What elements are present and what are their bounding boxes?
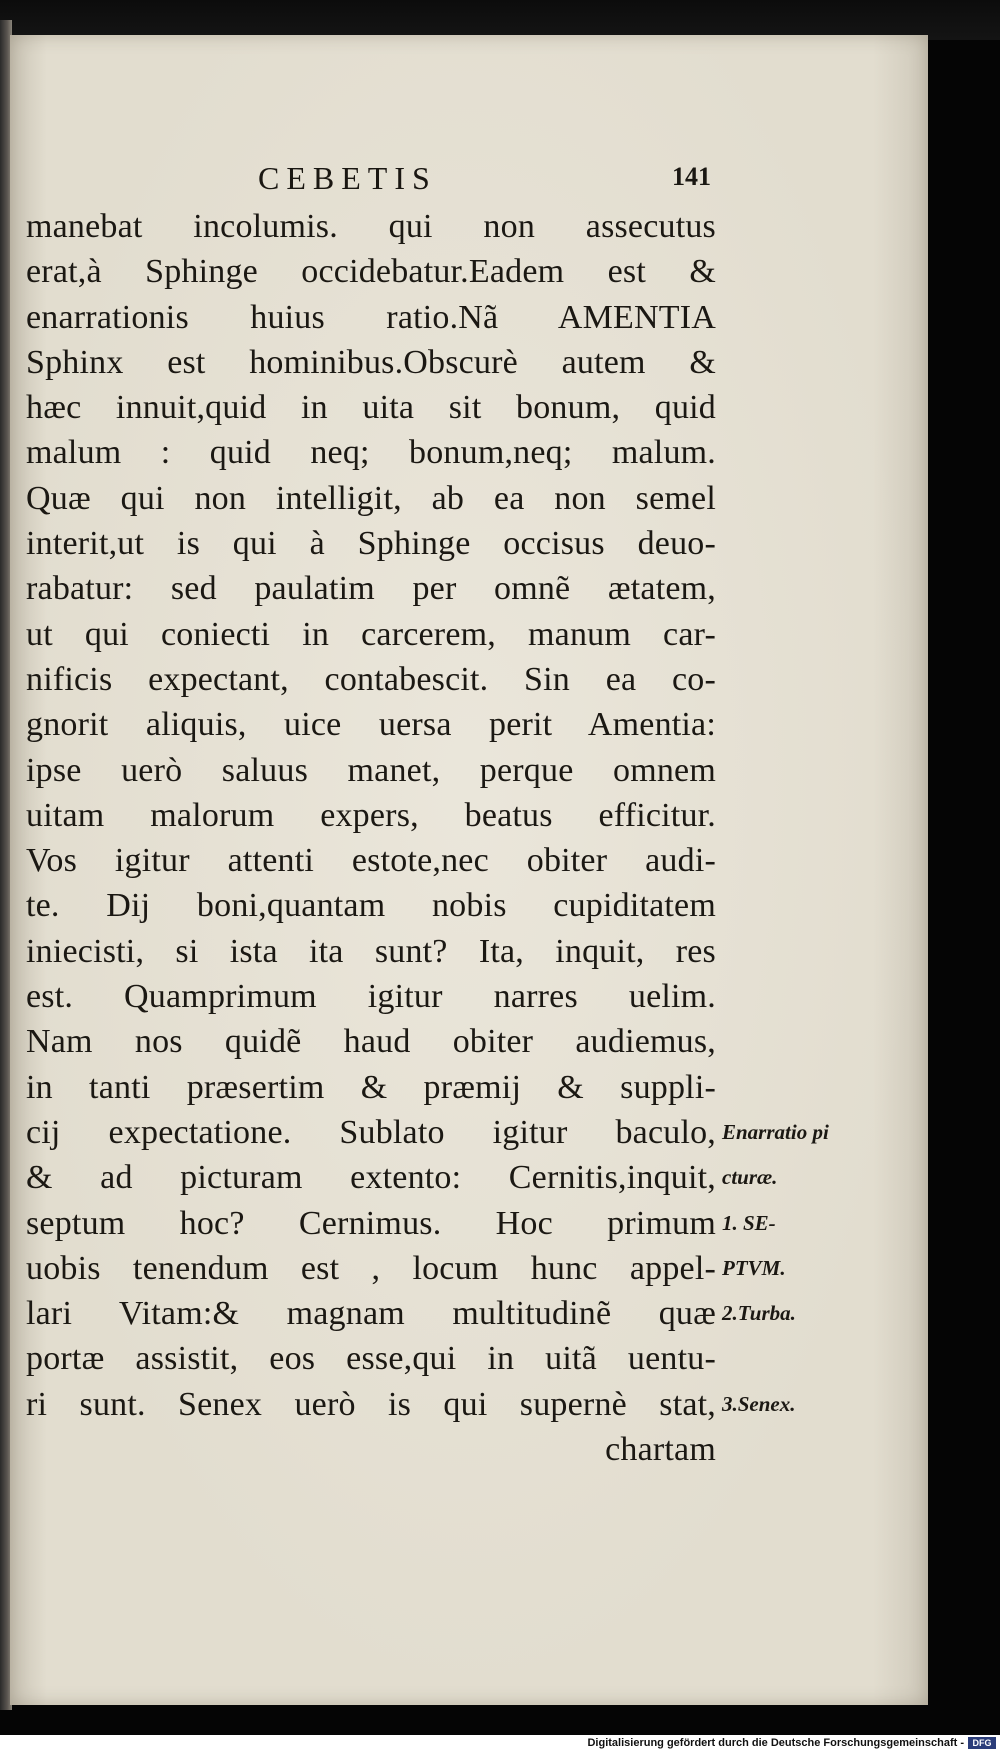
digitization-footer: [0, 1735, 1000, 1751]
dfg-logo: DFG: [968, 1737, 996, 1749]
marginal-note: 3.Senex.: [722, 1391, 796, 1416]
marginal-note: Enarratio pi: [722, 1120, 829, 1144]
text-line: chartam: [605, 1431, 716, 1469]
text-line: portæ assistit, eos esse,qui in uitã uentu-: [26, 1340, 716, 1378]
marginal-note: PTVM.: [722, 1255, 786, 1280]
text-line: & ad picturam extento: Cernitis,inquit,: [26, 1159, 716, 1197]
running-head-title: CEBETIS: [258, 160, 437, 196]
page-number: 141: [672, 162, 711, 191]
text-line: ut qui coniecti in carcerem, manum car-: [26, 615, 716, 653]
marginal-note: cturæ.: [722, 1165, 778, 1190]
text-line: iniecisti, si ista ita sunt? Ita, inquit, res: [26, 932, 716, 970]
text-line: Nam nos quidẽ haud obiter audiemus,: [26, 1023, 716, 1061]
running-head: [0, 160, 1000, 204]
text-line: ipse uerò saluus manet, perque omnem: [26, 751, 716, 789]
text-line: est. Quamprimum igitur narres uelim.: [26, 978, 716, 1016]
marginal-note: 2.Turba.: [722, 1301, 796, 1326]
text-line: interit,ut is qui à Sphinge occisus deuo-: [26, 525, 716, 563]
text-line: erat,à Sphinge occidebatur.Eadem est &: [26, 253, 716, 291]
text-line: Vos igitur attenti estote,nec obiter audi-: [26, 842, 716, 880]
text-line: malum : quid neq; bonum,neq; malum.: [26, 434, 716, 472]
footer-credit: Digitalisierung gefördert durch die Deutsche Forschungsgemeinschaft -: [587, 1737, 964, 1749]
text-line: ri sunt. Senex uerò is qui supernè stat,: [26, 1385, 716, 1423]
text-line: cij expectatione. Sublato igitur baculo,: [26, 1113, 716, 1151]
text-line: uitam malorum expers, beatus efficitur.: [26, 796, 716, 834]
text-line: manebat incolumis. qui non assecutus: [26, 208, 716, 245]
marginal-note: 1. SE-: [722, 1210, 776, 1235]
text-line: uobis tenendum est , locum hunc appel-: [26, 1249, 716, 1287]
text-line: septum hoc? Cernimus. Hoc primum: [26, 1204, 716, 1242]
text-line: lari Vitam:& magnam multitudinẽ quæ: [26, 1295, 716, 1333]
text-line: enarrationis huius ratio.Nã AMENTIA: [26, 298, 716, 336]
text-line: gnorit aliquis, uice uersa perit Amentia:: [26, 706, 716, 744]
text-line: Sphinx est hominibus.Obscurè autem &: [26, 343, 716, 381]
text-line: Quæ qui non intelligit, ab ea non semel: [26, 479, 716, 517]
text-line: rabatur: sed paulatim per omnẽ ætatem,: [26, 570, 716, 608]
text-line: hæc innuit,quid in uita sit bonum, quid: [26, 389, 716, 427]
text-line: nificis expectant, contabescit. Sin ea co-: [26, 660, 716, 698]
scan-top-edge: [0, 0, 1000, 40]
body-text: [26, 204, 716, 1472]
text-line: te. Dij boni,quantam nobis cupiditatem: [26, 887, 716, 925]
text-line: in tanti præsertim & præmij & suppli-: [26, 1068, 716, 1106]
